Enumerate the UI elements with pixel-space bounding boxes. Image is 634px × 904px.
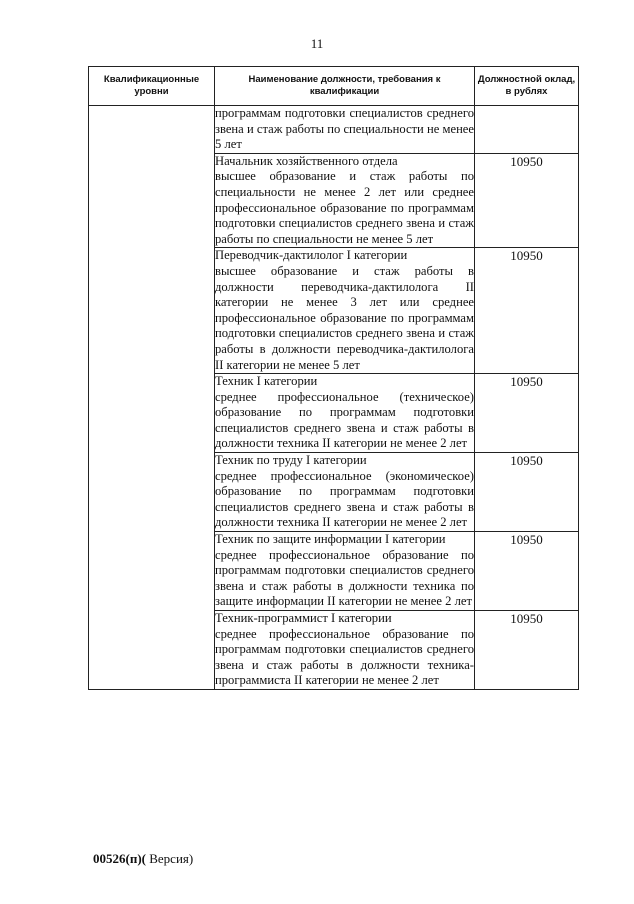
position-cell [215, 532, 475, 611]
position-cell [215, 374, 475, 453]
position-cell [215, 248, 475, 374]
page-number: 11 [310, 36, 324, 51]
salary-cell: 10950 [475, 248, 579, 374]
salary-cell [475, 106, 579, 154]
position-requirements: высшее образование и стаж работы по специальности не менее 2 лет или среднее профессиональное образование по программам подготовки специалистов среднего звена и стаж работы по специальности не менее 5 лет [215, 169, 474, 246]
position-requirements: среднее профессиональное (техническое) образование по программам подготовки специалистов среднего звена и стаж работы в должности техника II категории не менее 2 лет [215, 389, 474, 451]
salary-cell: 10950 [475, 374, 579, 453]
salary-cell: 10950 [475, 153, 579, 248]
position-title: Техник по труду I категории [215, 453, 367, 468]
document-version: Версия) [145, 851, 194, 866]
position-cell [215, 453, 475, 532]
salary-cell: 10950 [475, 532, 579, 611]
salary-cell: 10950 [475, 453, 579, 532]
position-title: Техник-программист I категории [215, 611, 392, 625]
position-requirements: среднее профессиональное (экономическое) образование по программам подготовки специалистов среднего звена и стаж работы в должности техника II категории не менее 2 лет [215, 468, 474, 530]
position-cell [215, 106, 475, 154]
table-row [89, 106, 579, 154]
document-footer-code [93, 851, 193, 867]
position-title: Начальник хозяйственного отдела [215, 153, 398, 168]
salary-cell: 10950 [475, 611, 579, 690]
header-position-requirements: Наименование должности, требования к квалификации [215, 67, 475, 106]
header-qualification-levels: Квалификационные уровни [89, 67, 215, 106]
qualification-level-cell [89, 106, 215, 690]
position-title: Техник I категории [215, 374, 318, 389]
document-code: 00526(п)( [93, 851, 146, 866]
table-header-row [89, 67, 579, 106]
position-cell [215, 611, 475, 690]
position-requirements: среднее профессиональное образование по программам подготовки специалистов среднего звена и стаж работы в должности техника по защите информации II категории не менее 2 лет [215, 547, 474, 609]
position-requirements: высшее образование и стаж работы в должности переводчика-дактилолога II категории не менее 3 лет или среднее профессиональное образование по программам подготовки специалистов среднего звена и стаж работы в должности переводчика-дактилолога II категории не менее 5 лет [215, 263, 474, 372]
position-cell [215, 153, 475, 248]
position-title: Техник по защите информации I категории [215, 532, 446, 547]
position-requirements: среднее профессиональное образование по программам подготовки специалистов среднего звена и стаж работы в должности техника-программиста II категории не менее 2 лет [215, 626, 474, 688]
position-requirements: программам подготовки специалистов среднего звена и стаж работы по специальности не менее 5 лет [215, 106, 474, 152]
header-salary: Должностной оклад, в рублях [475, 67, 579, 106]
position-title: Переводчик-дактилолог I категории [215, 248, 408, 263]
salary-table [88, 66, 579, 690]
